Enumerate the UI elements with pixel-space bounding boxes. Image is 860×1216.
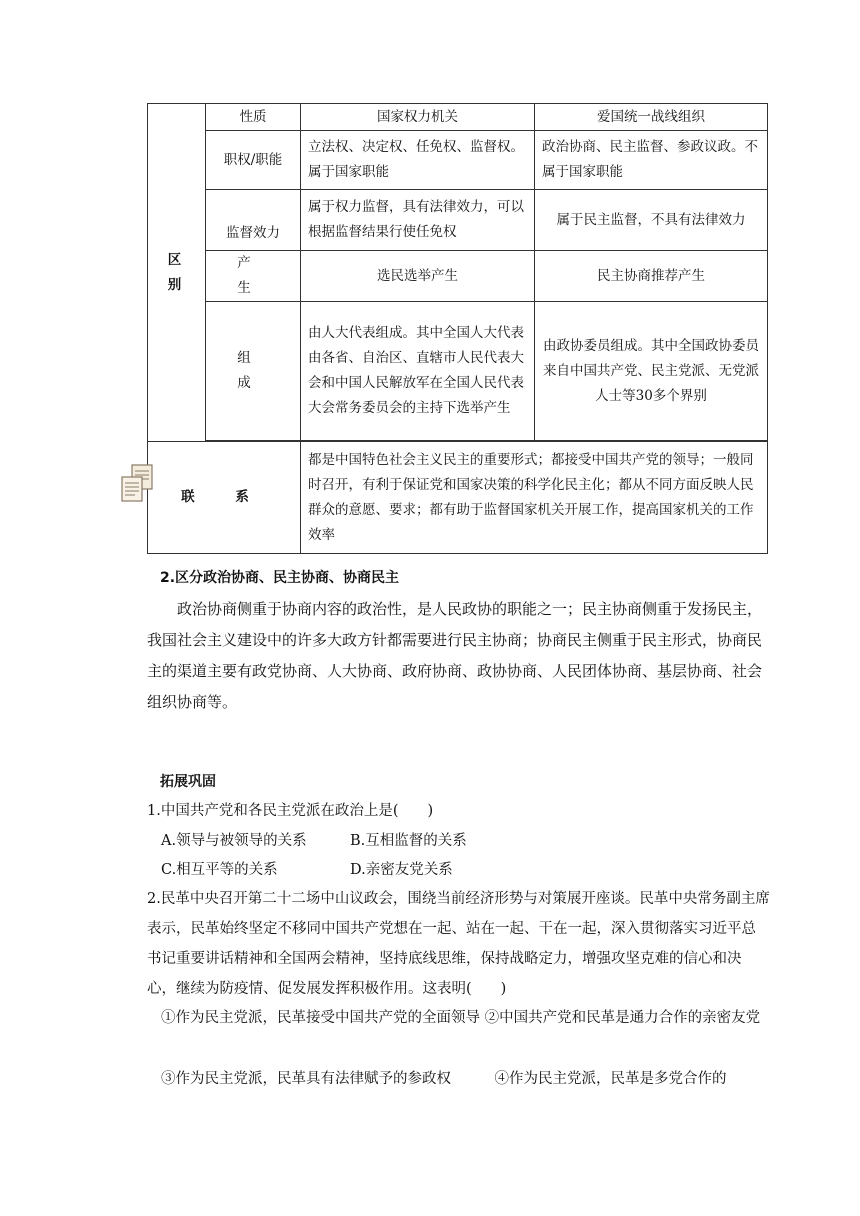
question-1-stem: 1.中国共产党和各民主党派在政治上是( ): [147, 803, 434, 819]
table-row: [148, 190, 768, 251]
question-2-statement-1: ①作为民主党派，民革接受中国共产党的全面领导 ②中国共产党和民革是通力合作的亲密友党: [161, 1010, 761, 1026]
question-2-stem: 2.民革中央召开第二十二场中山议政会，围绕当前经济形势与对策展开座谈。民革中央常务副主席表示，民革始终坚定不移同中国共产党想在一起、站在一起、干在一起，深入贯彻落实习近平总书记重要讲话精神和全国两会精神，坚持底线思维，保持战略定力，增强攻坚克难的信心和决心，继续为防疫情、促发展发挥积极作用。这表明( ): [147, 891, 770, 997]
question-1-option-d: D.亲密友党关系: [350, 862, 453, 878]
question-2-statement-2: ③作为民主党派，民革具有法律赋予的参政权 ④作为民主党派，民革是多党合作的: [161, 1071, 727, 1087]
table-row: [148, 442, 768, 554]
cell-npc: 属于权力监督，具有法律效力，可以根据监督结果行使任免权: [301, 190, 535, 251]
cell-cppcc: 由政协委员组成。其中全国政协委员来自中国共产党、民主党派、无党派人士等30多个界别: [535, 302, 768, 441]
row-group-diff: 区 别: [148, 104, 206, 442]
row-label: 性质: [206, 104, 301, 131]
row-group-link: 联 系: [148, 442, 301, 554]
question-1-option-a: A.领导与被领导的关系: [161, 833, 307, 849]
row-label: 组 成: [206, 302, 301, 441]
cell-npc: 立法权、决定权、任免权、监督权。属于国家职能: [301, 131, 535, 190]
row-label: 监督效力: [206, 190, 301, 251]
section2-heading: 2.区分政治协商、民主协商、协商民主: [160, 570, 400, 586]
row-label: 产 生: [206, 251, 301, 302]
expansion-heading: 拓展巩固: [160, 774, 216, 790]
section2-body: 政治协商侧重于协商内容的政治性，是人民政协的职能之一；民主协商侧重于发扬民主，我国社会主义建设中的许多大政方针都需要进行民主协商；协商民主侧重于民主形式，协商民主的渠道主要有政党协商、人大协商、政府协商、政协协商、人民团体协商、基层协商、社会组织协商等。: [147, 600, 763, 711]
table-row: [148, 131, 768, 190]
question-1-option-c: C.相互平等的关系: [161, 862, 278, 878]
cell-cppcc: 政治协商、民主监督、参政议政。不属于国家职能: [535, 131, 768, 190]
table-row: [148, 251, 768, 302]
question-1-option-b: B.互相监督的关系: [350, 833, 467, 849]
table-row: [148, 302, 768, 441]
cell-npc: 选民选举产生: [301, 251, 535, 302]
comparison-table: [147, 103, 768, 554]
cell-cppcc: 爱国统一战线组织: [535, 104, 768, 131]
document-icon: [120, 463, 156, 503]
cell-npc: 国家权力机关: [301, 104, 535, 131]
row-label: 职权/职能: [206, 131, 301, 190]
cell-link-text: 都是中国特色社会主义民主的重要形式；都接受中国共产党的领导；一般同时召开，有利于保证党和国家决策的科学化民主化；都从不同方面反映人民群众的意愿、要求；都有助于监督国家机关开展工作，提高国家机关的工作效率: [301, 442, 768, 554]
cell-cppcc: 属于民主监督，不具有法律效力: [535, 190, 768, 251]
table-row: [148, 104, 768, 131]
cell-npc: 由人大代表组成。其中全国人大代表由各省、自治区、直辖市人民代表大会和中国人民解放军在全国人民代表大会常务委员会的主持下选举产生: [301, 302, 535, 441]
cell-cppcc: 民主协商推荐产生: [535, 251, 768, 302]
